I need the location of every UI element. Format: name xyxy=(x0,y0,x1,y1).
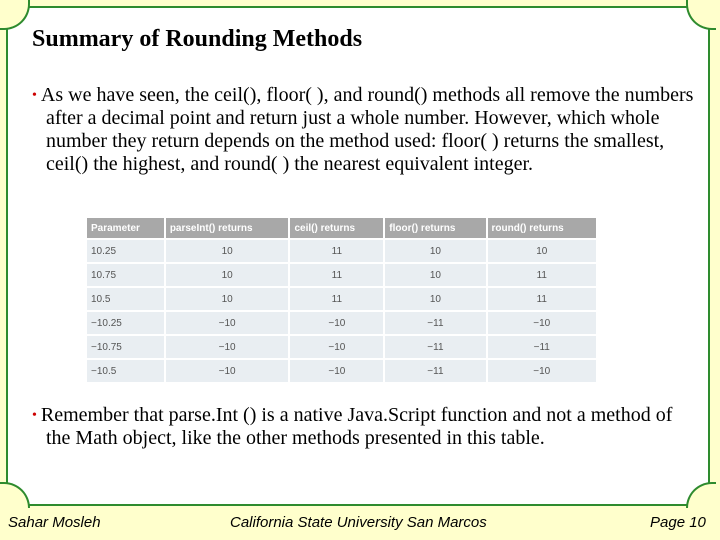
bullet-intro-text: As we have seen, the ceil(), floor( ), and round() methods all remove the numbers after a decimal point and return just a whole number. However, which whole number they return depends on the method used: floor( ) returns the smallest, ceil() the highest, and round( ) the nearest equivalent integer. xyxy=(40,84,694,175)
col-header-parseint: parseInt() returns xyxy=(165,218,290,239)
frame-corner xyxy=(0,0,30,30)
table-cell: 11 xyxy=(289,239,384,263)
footer-page-label: Page xyxy=(650,514,686,531)
table-cell: 10 xyxy=(384,263,486,287)
table-cell: −10 xyxy=(165,335,290,359)
table-cell: 10 xyxy=(165,263,290,287)
table-cell: 10.75 xyxy=(87,263,165,287)
table-cell: −11 xyxy=(384,311,486,335)
table-cell: 11 xyxy=(487,287,597,311)
table-cell: −10.75 xyxy=(87,335,165,359)
table-cell: −10 xyxy=(289,359,384,382)
rounding-table xyxy=(87,218,598,382)
table-cell: −10 xyxy=(487,359,597,382)
table-cell: 10 xyxy=(487,239,597,263)
table-row xyxy=(87,239,597,263)
table-cell: 10 xyxy=(384,239,486,263)
bullet-parseint-text: Remember that parse.Int () is a native Java.Script function and not a method of the Math object, like the other methods presented in this table. xyxy=(40,404,673,449)
table-cell: 11 xyxy=(487,263,597,287)
footer-institution: California State University San Marcos xyxy=(230,514,487,531)
footer-author: Sahar Mosleh xyxy=(8,514,101,531)
table-row xyxy=(87,287,597,311)
col-header-parameter: Parameter xyxy=(87,218,165,239)
table-row xyxy=(87,311,597,335)
table-row xyxy=(87,359,597,382)
table-cell: 10 xyxy=(165,239,290,263)
bullet-dot-icon: • xyxy=(32,88,37,103)
table-cell: −10 xyxy=(289,335,384,359)
table-cell: −10 xyxy=(165,311,290,335)
table-cell: −11 xyxy=(384,335,486,359)
col-header-round: round() returns xyxy=(487,218,597,239)
table-cell: 10 xyxy=(384,287,486,311)
table-cell: 10.25 xyxy=(87,239,165,263)
table-row xyxy=(87,263,597,287)
table-cell: −10.5 xyxy=(87,359,165,382)
table-cell: 10.5 xyxy=(87,287,165,311)
table-cell: −10 xyxy=(487,311,597,335)
table-header-row xyxy=(87,218,597,239)
table-cell: 11 xyxy=(289,287,384,311)
table-cell: 10 xyxy=(165,287,290,311)
table-cell: −10.25 xyxy=(87,311,165,335)
table-row xyxy=(87,335,597,359)
frame-corner xyxy=(686,0,716,30)
col-header-ceil: ceil() returns xyxy=(289,218,384,239)
table-cell: −11 xyxy=(487,335,597,359)
table-cell: −11 xyxy=(384,359,486,382)
table-cell: −10 xyxy=(165,359,290,382)
bullet-parseint-note xyxy=(30,404,696,450)
slide-title: Summary of Rounding Methods xyxy=(32,26,363,52)
table-cell: 11 xyxy=(289,263,384,287)
footer-page-number: 10 xyxy=(689,514,706,531)
table-cell: −10 xyxy=(289,311,384,335)
bullet-intro xyxy=(30,84,696,176)
col-header-floor: floor() returns xyxy=(384,218,486,239)
footer-page xyxy=(650,514,706,531)
bullet-dot-icon: • xyxy=(32,408,37,423)
